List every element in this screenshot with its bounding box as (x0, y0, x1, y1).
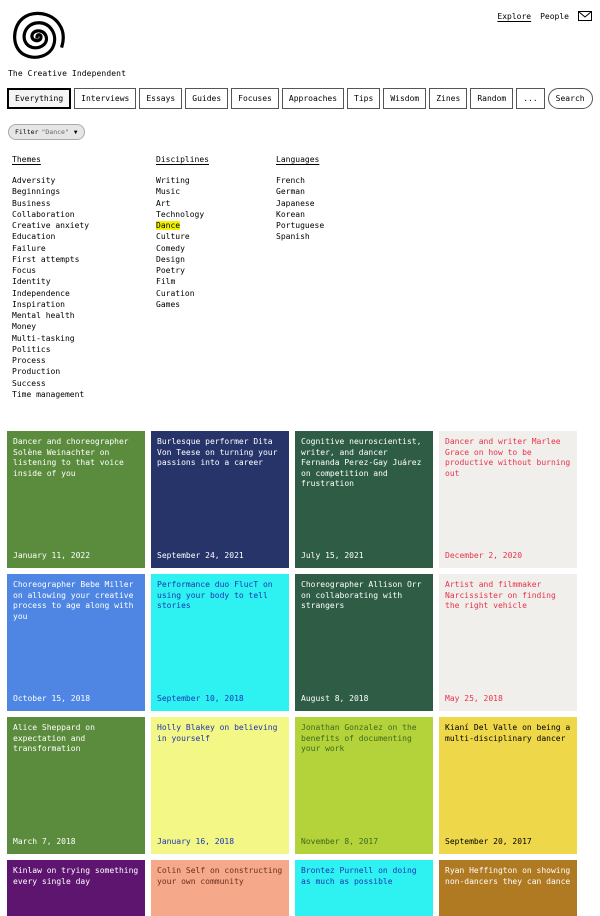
article-card[interactable] (439, 431, 577, 568)
article-date: September 10, 2018 (157, 694, 244, 704)
theme-item-label: Education (12, 232, 56, 242)
theme-item[interactable] (12, 321, 89, 332)
theme-item[interactable] (12, 355, 89, 366)
discipline-item[interactable] (156, 288, 209, 299)
theme-item-label: Mental health (12, 311, 75, 320)
article-card[interactable] (7, 431, 145, 568)
discipline-item[interactable] (156, 231, 209, 242)
theme-item-label: Production (12, 367, 61, 377)
theme-item-label: Focus (12, 266, 37, 275)
tab-essays[interactable]: Essays (139, 88, 182, 109)
article-card[interactable] (295, 431, 433, 568)
theme-item[interactable] (12, 310, 89, 321)
theme-item-label: Politics (12, 344, 51, 354)
chevron-down-icon: ▼ (73, 128, 78, 136)
language-item[interactable] (276, 186, 324, 197)
article-card[interactable] (439, 860, 577, 916)
filter-label: Filter (15, 128, 39, 136)
discipline-item[interactable] (156, 186, 209, 197)
discipline-item[interactable] (156, 254, 209, 265)
article-date: January 11, 2022 (13, 551, 91, 561)
discipline-item-label: Culture (156, 232, 190, 242)
article-card[interactable] (295, 717, 433, 854)
theme-item[interactable] (12, 186, 89, 197)
article-date: August 8, 2018 (301, 694, 369, 704)
theme-item[interactable] (12, 366, 89, 377)
theme-item[interactable] (12, 231, 89, 242)
theme-item-label: Collaboration (12, 209, 75, 219)
article-card[interactable] (7, 717, 145, 854)
article-card[interactable] (439, 574, 577, 711)
theme-item[interactable] (12, 389, 89, 400)
theme-item-label: Creative anxiety (12, 221, 90, 230)
article-title: Alice Sheppard on expectation and transformation (13, 723, 95, 754)
article-card[interactable] (7, 574, 145, 711)
discipline-item-label: Curation (156, 288, 195, 298)
theme-item-label: Success (12, 378, 46, 388)
article-title: Dancer and choreographer Solène Weinachter on listening to that voice inside of you (13, 437, 129, 478)
theme-item[interactable] (12, 175, 89, 186)
article-date: March 7, 2018 (13, 837, 76, 847)
discipline-item-label: Writing (156, 176, 190, 185)
theme-item-label: Failure (12, 243, 46, 253)
article-grid (7, 431, 577, 916)
article-date: November 8, 2017 (301, 837, 379, 847)
tab-focuses[interactable]: Focuses (231, 88, 279, 109)
tab-random[interactable]: Random (470, 88, 513, 109)
theme-item-label: First attempts (12, 254, 80, 264)
discipline-item[interactable] (156, 243, 209, 254)
filter-dropdown[interactable] (8, 124, 85, 140)
article-card[interactable] (295, 574, 433, 711)
themes-heading[interactable]: Themes (12, 155, 41, 164)
tab-zines[interactable]: Zines (429, 88, 467, 109)
article-title: Jonathan Gonzalez on the benefits of documenting your work (301, 723, 417, 754)
tab-approaches[interactable]: Approaches (282, 88, 344, 109)
languages-heading[interactable]: Languages (276, 155, 320, 164)
discipline-item[interactable] (156, 299, 209, 310)
article-title: Ryan Heffington on showing non-dancers they can dance (445, 866, 571, 886)
nav-people[interactable]: People (540, 11, 569, 21)
disciplines-heading[interactable]: Disciplines (156, 155, 209, 164)
article-card[interactable] (151, 717, 289, 854)
top-nav (497, 11, 592, 21)
theme-item[interactable] (12, 209, 89, 220)
language-item[interactable] (276, 220, 324, 231)
article-date: September 24, 2021 (157, 551, 244, 561)
language-item[interactable] (276, 175, 324, 186)
theme-item-label: Money (12, 322, 37, 332)
language-item-label: German (276, 187, 305, 197)
discipline-item-label: Comedy (156, 243, 185, 253)
article-title: Choreographer Allison Orr on collaborating with strangers (301, 580, 422, 611)
disciplines-column (156, 155, 209, 310)
article-date: December 2, 2020 (445, 551, 523, 561)
article-card[interactable] (151, 574, 289, 711)
article-title: Dancer and writer Marlee Grace on how to be productive without burning out (445, 437, 571, 478)
discipline-item-label: Games (156, 299, 181, 309)
theme-item-label: Identity (12, 277, 51, 287)
discipline-item-label: Art (156, 198, 171, 208)
theme-item[interactable] (12, 333, 89, 344)
discipline-item-label: Film (156, 277, 176, 287)
tab-everything[interactable]: Everything (7, 88, 71, 109)
discipline-item[interactable] (156, 209, 209, 220)
language-item-label: Japanese (276, 198, 315, 208)
article-date: January 16, 2018 (157, 837, 235, 847)
theme-item[interactable] (12, 243, 89, 254)
discipline-item-label: Technology (156, 209, 205, 219)
theme-item-label: Inspiration (12, 299, 65, 309)
theme-item-label: Adversity (12, 176, 56, 185)
site-title[interactable]: The Creative Independent (8, 69, 126, 78)
article-title: Holly Blakey on believing in yourself (157, 723, 278, 743)
article-title: Burlesque performer Dita Von Teese on turning your passions into a career (157, 437, 278, 468)
language-item[interactable] (276, 231, 324, 242)
theme-item-label: Business (12, 198, 51, 208)
article-title: Kinlaw on trying something every single day (13, 866, 139, 886)
themes-list (12, 175, 89, 400)
search-button[interactable]: Search (548, 88, 593, 109)
theme-item[interactable] (12, 198, 89, 209)
discipline-item[interactable] (156, 198, 209, 209)
article-date: October 15, 2018 (13, 694, 91, 704)
theme-item-label: Beginnings (12, 187, 61, 197)
language-item-label: Korean (276, 209, 305, 219)
theme-item[interactable] (12, 299, 89, 310)
theme-item[interactable] (12, 288, 89, 299)
discipline-item[interactable] (156, 276, 209, 287)
theme-item[interactable] (12, 254, 89, 265)
language-item[interactable] (276, 198, 324, 209)
article-card[interactable] (151, 431, 289, 568)
article-card[interactable] (151, 860, 289, 916)
discipline-item[interactable] (156, 175, 209, 186)
language-item-label: Spanish (276, 232, 310, 242)
theme-item[interactable] (12, 378, 89, 389)
theme-item[interactable] (12, 276, 89, 287)
article-title: Brontez Purnell on doing as much as possible (301, 866, 417, 886)
discipline-item[interactable] (156, 220, 209, 231)
language-item-label: French (276, 176, 305, 185)
article-card[interactable] (439, 717, 577, 854)
tab-guides[interactable]: Guides (185, 88, 228, 109)
theme-item-label: Process (12, 356, 46, 365)
article-title: Kianí Del Valle on being a multi-disciplinary dancer (445, 723, 571, 743)
theme-item[interactable] (12, 265, 89, 276)
article-date: September 20, 2017 (445, 837, 532, 847)
nav-explore[interactable]: Explore (497, 11, 532, 21)
discipline-item[interactable] (156, 265, 209, 276)
theme-item-label: Time management (12, 389, 85, 399)
discipline-item-label: Music (156, 187, 181, 197)
mail-icon[interactable] (578, 11, 592, 21)
languages-column (276, 155, 324, 243)
category-tabs (7, 88, 593, 109)
article-card[interactable] (295, 860, 433, 916)
article-title: Choreographer Bebe Miller on allowing your creative process to age along with you (13, 580, 134, 621)
tab-interviews[interactable]: Interviews (74, 88, 136, 109)
language-item-label: Portuguese (276, 221, 325, 230)
themes-column (12, 155, 89, 400)
theme-item[interactable] (12, 220, 89, 231)
theme-item-label: Independence (12, 288, 70, 298)
discipline-item-label: Poetry (156, 266, 185, 275)
tab-more[interactable]: ... (516, 88, 544, 109)
article-date: July 15, 2021 (301, 551, 364, 561)
theme-item-label: Multi-tasking (12, 333, 75, 343)
languages-list (276, 175, 324, 243)
article-card[interactable] (7, 860, 145, 916)
discipline-item-label: Design (156, 254, 185, 264)
article-title: Performance duo FlucT on using your body to tell stories (157, 580, 273, 611)
disciplines-list (156, 175, 209, 310)
article-title: Artist and filmmaker Narcissister on finding the right vehicle (445, 580, 556, 611)
tab-tips[interactable]: Tips (347, 88, 380, 109)
language-item[interactable] (276, 209, 324, 220)
article-title: Cognitive neuroscientist, writer, and dancer Fernanda Perez-Gay Juárez on competition and frustration (301, 437, 422, 489)
article-date: May 25, 2018 (445, 694, 503, 704)
spiral-logo[interactable] (6, 6, 66, 66)
tab-wisdom[interactable]: Wisdom (383, 88, 426, 109)
discipline-item-label: Dance (156, 221, 181, 230)
article-title: Colin Self on constructing your own community (157, 866, 283, 886)
theme-item[interactable] (12, 344, 89, 355)
filter-value: "Dance" (41, 128, 69, 136)
